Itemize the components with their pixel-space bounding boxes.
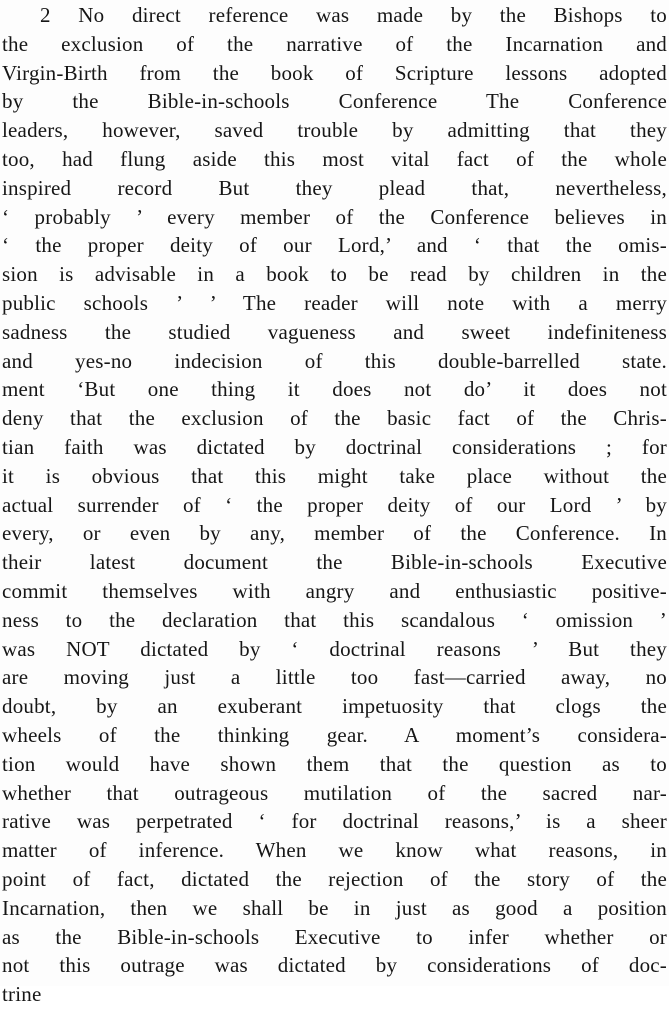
text-line: are moving just a little too fast—carried away, no (2, 665, 667, 690)
text-line: by the Bible-in-schools Conference The Conference (2, 89, 667, 114)
text-line: and yes-no indecision of this double-barrelled state. (2, 348, 667, 373)
text-line: tion would have shown them that the question as to (2, 751, 667, 776)
text-line: ‘ the proper deity of our Lord,’ and ‘ that the omis- (2, 233, 667, 258)
text-line: doubt, by an exuberant impetuosity that clogs the (2, 694, 667, 719)
text-line: inspired record But they plead that, nevertheless, (2, 175, 667, 200)
text-line: ness to the declaration that this scandalous ‘ omission ’ (2, 607, 667, 632)
text-line: was NOT dictated by ‘ doctrinal reasons ’ But they (2, 636, 667, 661)
text-line: Virgin-Birth from the book of Scripture lessons adopted (2, 60, 667, 85)
text-line: every, or even by any, member of the Conference. In (2, 521, 667, 546)
article-column (2, 1, 667, 1009)
text-line: wheels of the thinking gear. A moment’s considera- (2, 722, 667, 747)
text-line: ‘ probably ’ every member of the Conference believes in (2, 204, 667, 229)
text-line: point of fact, dictated the rejection of the story of the (2, 866, 667, 891)
text-line: actual surrender of ‘ the proper deity of our Lord ’ by (2, 492, 667, 517)
text-line: Incarnation, then we shall be in just as good a position (2, 895, 667, 920)
text-line: rative was perpetrated ‘ for doctrinal reasons,’ is a sheer (2, 809, 667, 834)
text-line: ment ‘But one thing it does not do’ it does not (2, 377, 667, 402)
text-line: matter of inference. When we know what reasons, in (2, 838, 667, 863)
text-line: deny that the exclusion of the basic fact of the Chris- (2, 406, 667, 431)
text-line: trine (2, 982, 42, 1007)
text-line: sion is advisable in a book to be read by children in the (2, 262, 667, 287)
text-line: the exclusion of the narrative of the Incarnation and (2, 31, 667, 56)
text-line: tian faith was dictated by doctrinal considerations ; for (2, 434, 667, 459)
text-line: their latest document the Bible-in-schools Executive (2, 550, 667, 575)
text-line: sadness the studied vagueness and sweet indefiniteness (2, 319, 667, 344)
text-line: too, had flung aside this most vital fact of the whole (2, 146, 667, 171)
text-line: public schools ’ ’ The reader will note with a merry (2, 290, 667, 315)
text-line: as the Bible-in-schools Executive to infer whether or (2, 924, 667, 949)
text-line: not this outrage was dictated by considerations of doc- (2, 953, 667, 978)
text-line: it is obvious that this might take place without the (2, 463, 667, 488)
text-line: commit themselves with angry and enthusiastic positive- (2, 578, 667, 603)
text-line: whether that outrageous mutilation of the sacred nar- (2, 780, 667, 805)
text-line: leaders, however, saved trouble by admitting that they (2, 118, 667, 143)
text-line: 2 No direct reference was made by the Bishops to (40, 3, 667, 27)
